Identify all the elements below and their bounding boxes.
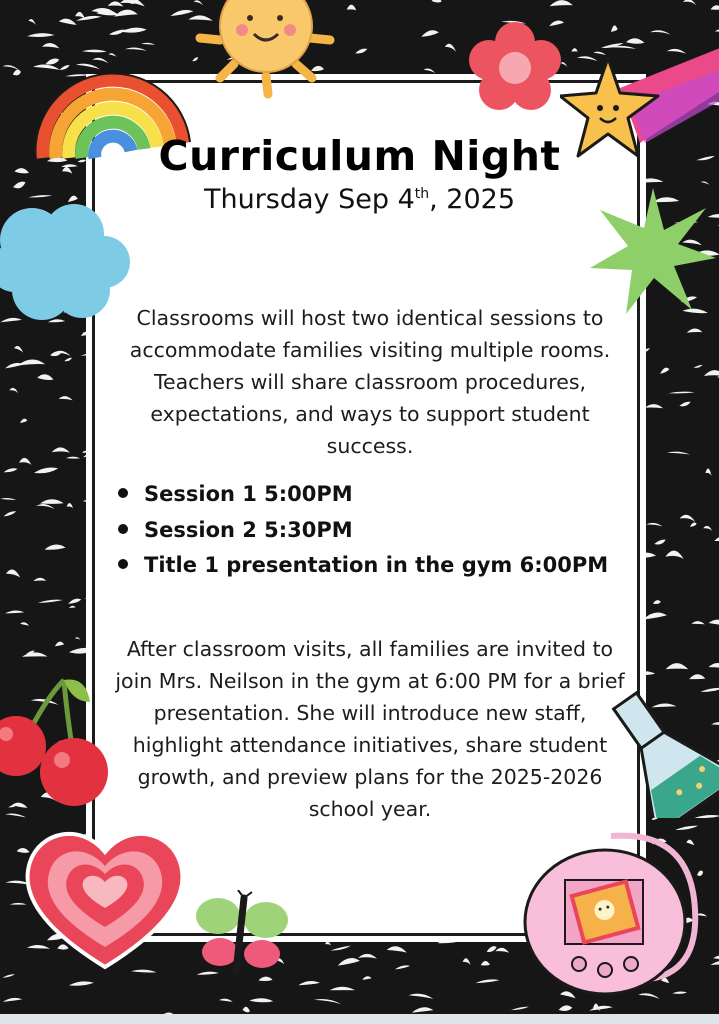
butterfly-icon bbox=[192, 890, 292, 980]
intro-paragraph: Classrooms will host two identical sessions to accommodate families visiting multiple rooms. Teachers will share classroom procedures, expectations, and ways to support student success. bbox=[129, 306, 611, 458]
list-item bbox=[118, 513, 638, 549]
date-year: , 2025 bbox=[429, 184, 516, 215]
date-suffix: th bbox=[414, 186, 430, 202]
heart-icon bbox=[20, 822, 190, 972]
event-date bbox=[0, 184, 719, 215]
list-item bbox=[118, 548, 638, 584]
date-main: Thursday Sep 4 bbox=[203, 184, 415, 215]
outro-paragraph: After classroom visits, all families are invited to join Mrs. Neilson in the gym at 6:00 PM for a brief presentation. She will introduce new staff, highlight attendance initiatives, share student growth, and preview plans for the 2025-2026 school year. bbox=[115, 637, 625, 821]
flower-icon bbox=[465, 20, 565, 115]
session-1-text: Session 1 5:00PM bbox=[144, 482, 353, 506]
cherries-icon bbox=[0, 668, 116, 813]
session-list bbox=[118, 477, 638, 584]
bullet-icon bbox=[118, 524, 128, 534]
title1-presentation-text: Title 1 presentation in the gym 6:00PM bbox=[144, 553, 609, 577]
session-2-text: Session 2 5:30PM bbox=[144, 517, 353, 542]
flyer-title: Curriculum Night bbox=[158, 132, 561, 180]
sun-icon bbox=[190, 0, 340, 100]
bottom-edge bbox=[0, 1014, 719, 1024]
tamagotchi-icon bbox=[515, 830, 705, 998]
list-item bbox=[118, 477, 638, 513]
bullet-icon bbox=[118, 488, 128, 498]
bullet-icon bbox=[118, 559, 128, 569]
